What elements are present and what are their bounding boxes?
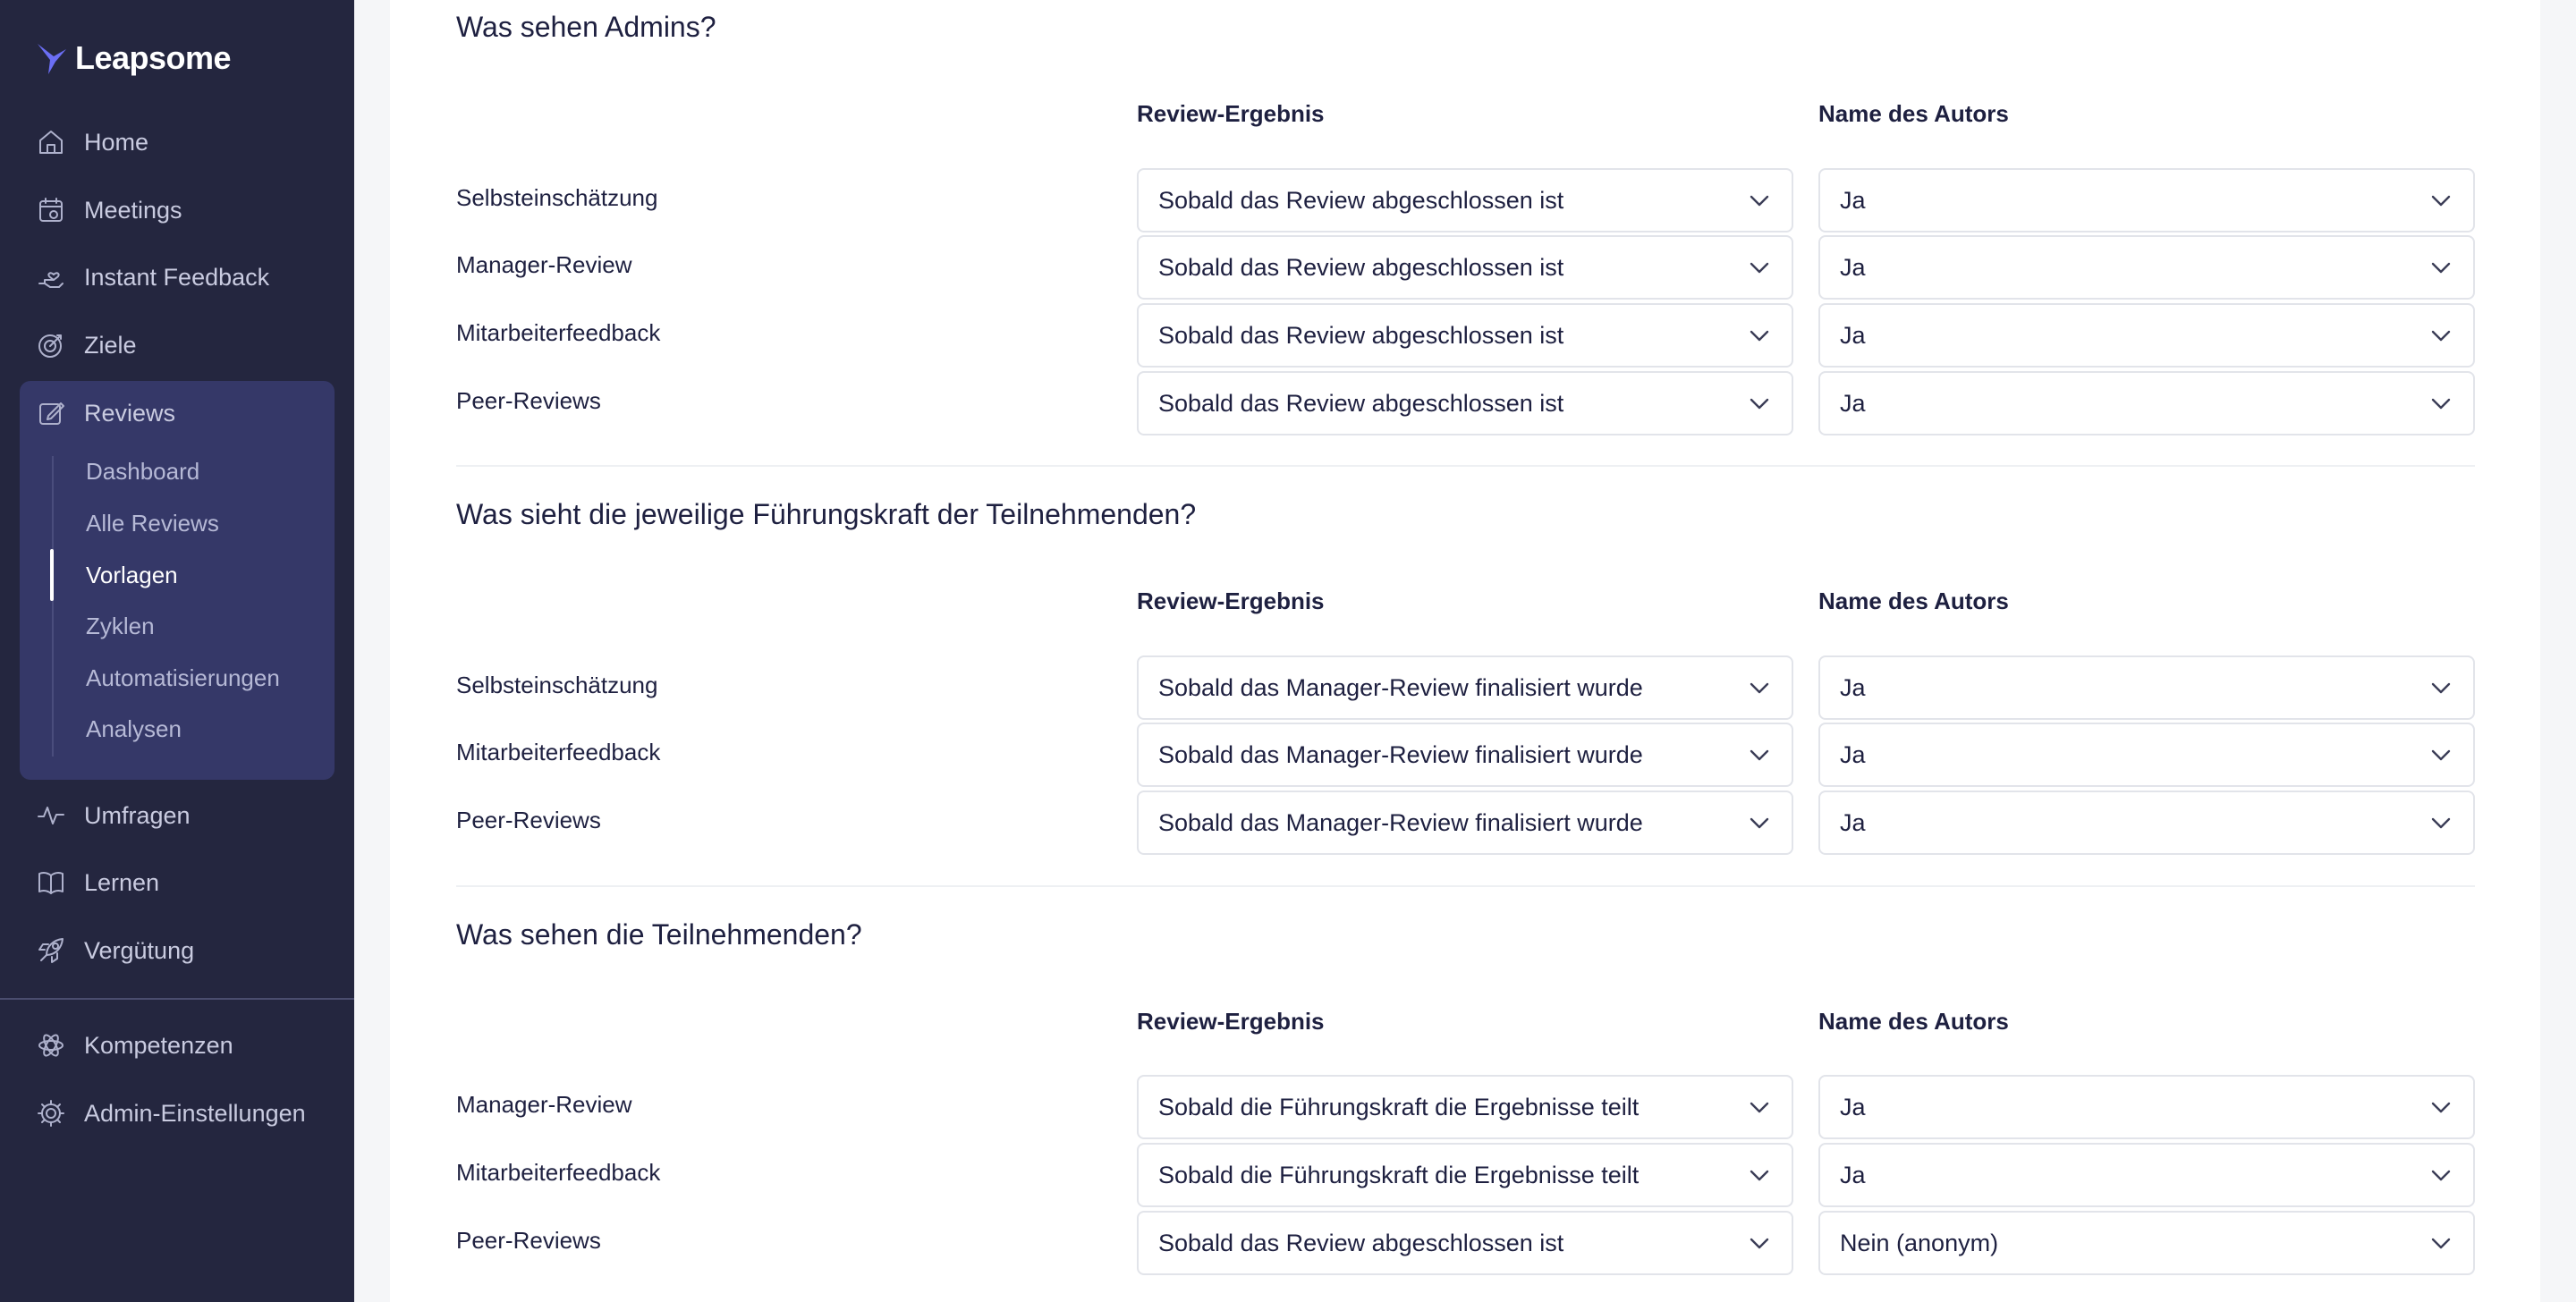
sidebar-item-label: Vergütung [84, 936, 195, 964]
author-name-select[interactable]: Ja [1818, 235, 2475, 300]
submenu-item-vorlagen[interactable]: Vorlagen [86, 561, 178, 588]
gear-icon [36, 1098, 66, 1129]
column-header-author-name: Name des Autors [1818, 588, 2009, 614]
author-name-select[interactable]: Ja [1818, 655, 2475, 720]
sidebar-item-label: Lernen [84, 868, 160, 896]
submenu-item-dashboard[interactable]: Dashboard [86, 457, 200, 485]
chevron-down-icon [1747, 323, 1772, 348]
rocket-icon [36, 935, 66, 966]
review-result-select[interactable]: Sobald das Manager-Review finalisiert wurde [1137, 790, 1793, 855]
author-name-select[interactable]: Ja [1818, 1075, 2475, 1139]
sidebar-item-meetings[interactable] [36, 189, 182, 232]
column-header-author-name: Name des Autors [1818, 100, 2009, 127]
brand-name: Leapsome [75, 39, 232, 76]
row-label: Peer-Reviews [456, 807, 601, 833]
row-label: Selbsteinschätzung [456, 184, 658, 211]
section-title-manager: Was sieht die jeweilige Führungskraft der Teilnehmenden? [456, 498, 1197, 530]
author-name-select[interactable]: Nein (anonym) [1818, 1211, 2475, 1275]
chevron-down-icon [2428, 323, 2453, 348]
chevron-down-icon [1747, 1162, 1772, 1188]
chevron-down-icon [2428, 742, 2453, 767]
chevron-down-icon [1747, 810, 1772, 835]
book-icon [36, 867, 66, 898]
sidebar-item-umfragen[interactable] [36, 794, 191, 837]
sidebar-item-verguetung[interactable] [36, 929, 194, 972]
review-result-select[interactable]: Sobald die Führungskraft die Ergebnisse teilt [1137, 1075, 1793, 1139]
sidebar-item-label: Meetings [84, 196, 182, 224]
sidebar-item-label: Admin-Einstellungen [84, 1099, 306, 1127]
sidebar [0, 0, 354, 1302]
row-label: Peer-Reviews [456, 387, 601, 414]
chevron-down-icon [1747, 255, 1772, 280]
sidebar-divider [0, 998, 354, 1000]
sidebar-item-reviews[interactable] [36, 392, 175, 435]
sidebar-item-lernen[interactable] [36, 861, 159, 904]
column-header-review-result: Review-Ergebnis [1137, 100, 1325, 127]
row-label: Mitarbeiterfeedback [456, 739, 661, 765]
review-result-select[interactable]: Sobald das Review abgeschlossen ist [1137, 1211, 1793, 1275]
chevron-down-icon [1747, 742, 1772, 767]
sidebar-item-admin-einstellungen[interactable] [36, 1092, 306, 1135]
chevron-down-icon [1747, 675, 1772, 700]
author-name-select[interactable]: Ja [1818, 1143, 2475, 1207]
sidebar-item-home[interactable] [36, 121, 148, 164]
submenu-active-indicator [50, 549, 54, 601]
chevron-down-icon [2428, 188, 2453, 213]
row-label: Mitarbeiterfeedback [456, 319, 661, 346]
chevron-down-icon [2428, 1095, 2453, 1120]
sidebar-item-label: Instant Feedback [84, 263, 270, 291]
section-title-admins: Was sehen Admins? [456, 11, 716, 43]
chevron-down-icon [2428, 810, 2453, 835]
submenu-item-alle-reviews[interactable]: Alle Reviews [86, 509, 219, 537]
chevron-down-icon [2428, 1162, 2453, 1188]
author-name-select[interactable]: Ja [1818, 303, 2475, 368]
target-icon [36, 330, 66, 360]
leapsome-bird-icon [36, 40, 68, 76]
chevron-down-icon [2428, 1230, 2453, 1256]
author-name-select[interactable]: Ja [1818, 723, 2475, 787]
sidebar-item-ziele[interactable] [36, 324, 137, 367]
column-header-review-result: Review-Ergebnis [1137, 588, 1325, 614]
chevron-down-icon [1747, 188, 1772, 213]
column-header-review-result: Review-Ergebnis [1137, 1008, 1325, 1035]
submenu-item-automatisierungen[interactable]: Automatisierungen [86, 664, 280, 691]
chevron-down-icon [2428, 391, 2453, 416]
row-label: Manager-Review [456, 1091, 632, 1118]
calendar-icon [36, 195, 66, 225]
author-name-select[interactable]: Ja [1818, 168, 2475, 232]
submenu-rail [52, 456, 54, 757]
sidebar-item-label: Kompetenzen [84, 1031, 233, 1059]
chevron-down-icon [1747, 391, 1772, 416]
hand-heart-icon [36, 262, 66, 292]
review-result-select[interactable]: Sobald das Review abgeschlossen ist [1137, 235, 1793, 300]
author-name-select[interactable]: Ja [1818, 371, 2475, 435]
section-divider [456, 885, 2475, 887]
home-icon [36, 127, 66, 157]
sidebar-item-label: Ziele [84, 331, 137, 359]
row-label: Peer-Reviews [456, 1227, 601, 1254]
row-label: Mitarbeiterfeedback [456, 1159, 661, 1186]
review-result-select[interactable]: Sobald das Review abgeschlossen ist [1137, 303, 1793, 368]
sidebar-item-kompetenzen[interactable] [36, 1024, 233, 1067]
sidebar-item-label: Reviews [84, 399, 176, 427]
sidebar-item-instant-feedback[interactable] [36, 256, 269, 299]
submenu-item-zyklen[interactable]: Zyklen [86, 612, 155, 639]
chevron-down-icon [1747, 1095, 1772, 1120]
leapsome-logo[interactable] [36, 36, 231, 80]
sidebar-item-label: Umfragen [84, 801, 191, 829]
chevron-down-icon [2428, 255, 2453, 280]
column-header-author-name: Name des Autors [1818, 1008, 2009, 1035]
section-divider [456, 465, 2475, 467]
submenu-item-analysen[interactable]: Analysen [86, 714, 182, 742]
chevron-down-icon [1747, 1230, 1772, 1256]
pulse-icon [36, 800, 66, 831]
review-result-select[interactable]: Sobald das Review abgeschlossen ist [1137, 168, 1793, 232]
section-title-participants: Was sehen die Teilnehmenden? [456, 918, 862, 951]
row-label: Manager-Review [456, 251, 632, 278]
review-result-select[interactable]: Sobald das Review abgeschlossen ist [1137, 371, 1793, 435]
chevron-down-icon [2428, 675, 2453, 700]
sidebar-item-label: Home [84, 128, 149, 156]
author-name-select[interactable]: Ja [1818, 790, 2475, 855]
review-result-select[interactable]: Sobald die Führungskraft die Ergebnisse teilt [1137, 1143, 1793, 1207]
review-result-select[interactable]: Sobald das Manager-Review finalisiert wurde [1137, 655, 1793, 720]
edit-icon [36, 398, 66, 428]
atom-icon [36, 1030, 66, 1061]
row-label: Selbsteinschätzung [456, 672, 658, 698]
review-result-select[interactable]: Sobald das Manager-Review finalisiert wurde [1137, 723, 1793, 787]
